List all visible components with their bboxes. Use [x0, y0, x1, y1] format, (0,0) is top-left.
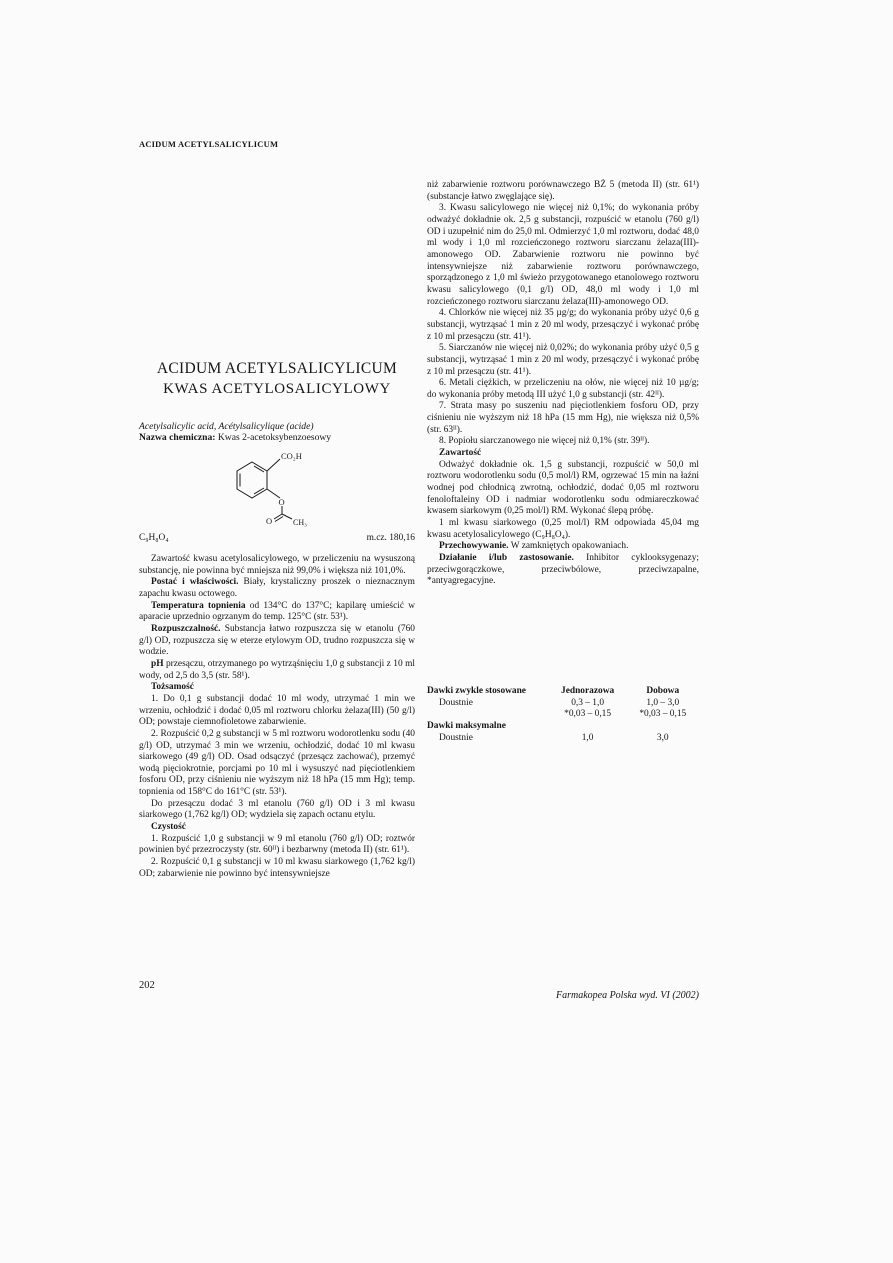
carboxyl-bond — [267, 459, 280, 471]
carboxyl-label: CO₂H — [281, 451, 302, 461]
paragraph-text: 2. Rozpuścić 0,1 g substancji w 10 ml kwasu siarkowego (1,762 kg/l) OD; zabarwienie nie powinno być intensywniejsze — [139, 857, 415, 879]
paragraph — [139, 822, 415, 834]
column-single-dose: Jednorazowa — [561, 686, 615, 696]
paragraph-text: Zawartość kwasu acetylosalicylowego, w przeliczeniu na wysuszoną substancję, nie powinna być mniejsza niż 99,0% i większa niż 101,0%. — [139, 554, 415, 576]
right-column-text — [427, 180, 699, 588]
structural-formula — [222, 444, 332, 528]
paragraph-text: Substancja łatwo rozpuszcza się w etanolu (760 g/l) OD, rozpuszcza się w eterze etylowym OD, trudno rozpuszcza się w wodzie. — [139, 623, 415, 658]
table-row — [427, 709, 699, 721]
left-column-text — [139, 554, 415, 880]
methyl-label: CH₃ — [293, 518, 307, 527]
max-dose-label: Dawki maksymalne — [427, 720, 506, 731]
paragraph-text: 8. Popiołu siarczanowego nie więcej niż 0,1% (str. 39ᴵᴵ). — [439, 436, 650, 447]
paragraph-text: 1. Rozpuścić 1,0 g substancji w 9 ml etanolu (760 g/l) OD; roztwór powinien być przezroczysty (str. 60ᴵᴵ) i bezbarwny (metoda II) (str. 61¹). — [139, 833, 415, 856]
chemical-name — [139, 432, 331, 443]
paragraph-text: Odważyć dokładnie ok. 1,5 g substancji, rozpuścić w 50,0 ml roztworu wodorotlenku sodu (0,5 mol/l) RM, ogrzewać 15 min na łaźni wodnej pod chłodnicą zwrotną, ochłodzić, dodać 0,05 ml roztworu fenoloftaleiny OD i nadmiar wodorotlenku sodu odmiareczkować kwasem siarkowym (0,25 mol/l) RM. Wykonać ślepą próbę. — [427, 459, 699, 517]
paragraph-text: 4. Chlorków nie więcej niż 35 µg/g; do wykonania próby użyć 0,6 g substancji, wytrząsać 1 min z 20 ml wody, przesączyć i wykonać próbę z 10 ml przesączu (str. 41¹). — [427, 308, 699, 342]
paragraph-text: 3. Kwasu salicylowego nie więcej niż 0,1%; do wykonania próby odważyć dokładnie ok. 2,5 g substancji, rozpuścić w etanolu (760 g/l) OD i uzupełnić nim do 25,0 ml. Odmierzyć 1,0 ml roztworu, dodać 48,0 ml wody i 1,0 ml rozcieńczonego roztworu siarczanu żelaza(III)-amonowego OD. Zabarwienie roztworu nie powinno być intensywniejsze niż zabarwienie roztworu porównawczego, sporządzonego z 1,0 ml świeżo przygotowanego etanolowego roztworu kwasu salicylowego (0,1 g/l) OD, 48,0 ml wody i 1,0 ml rozcieńczonego roztworu siarczanu żelaza(III)-amonowego OD. — [427, 203, 699, 307]
paragraph-text: W zamkniętych opakowaniach. — [508, 541, 629, 552]
paragraph-text: Biały, krystaliczny proszek o nieznacznym zapachu kwasu octowego. — [139, 577, 415, 599]
paragraph-text: od 134°C do 137°C; kapilarę umieścić w aparacie uprzednio ogrzanym do temp. 125°C (str. 53¹). — [139, 600, 416, 623]
molecular-formula: C₉H₈O₄ — [139, 533, 169, 543]
ring-double-bond — [254, 466, 264, 472]
paragraph — [139, 659, 415, 682]
paragraph — [427, 401, 699, 436]
paragraph — [427, 448, 699, 460]
table-row — [427, 698, 699, 710]
paragraph — [427, 518, 699, 541]
paragraph-lead: Postać i właściwości. — [151, 577, 239, 588]
chemical-name-label: Nazwa chemiczna: — [139, 432, 216, 443]
max-daily-value: 3,0 — [656, 732, 669, 743]
paragraph-text: 7. Strata masy po suszeniu nad pięciotlenkiem fosforu OD, przy ciśnieniu nie wyższym niż 18 hPa (15 mm Hg), nie większa niż 0,5% (str. 63ᴵᴵ). — [427, 401, 699, 435]
paragraph — [139, 554, 415, 577]
usual-daily-star-value: *0,03 – 0,15 — [639, 709, 687, 720]
column-daily-dose: Dobowa — [646, 686, 680, 696]
paragraph-lead: pH — [151, 658, 164, 669]
paragraph-text: Tożsamość — [151, 682, 194, 693]
paragraph-text: Inhibitor cyklooksygenazy; przeciwgorączkowe, przeciwbólowe, przeciwzapalne, *antyagregacyjne. — [427, 553, 699, 587]
paragraph — [427, 180, 699, 203]
paragraph — [139, 729, 415, 799]
molecular-weight: m.cz. 180,16 — [366, 533, 415, 543]
dose-header-label: Dawki zwykle stosowane — [427, 686, 526, 696]
paragraph — [427, 378, 699, 401]
paragraph-lead: Działanie i/lub zastosowanie. — [439, 553, 574, 563]
monograph-subtitle: KWAS ACETYLOSALICYLOWY — [163, 381, 391, 397]
paragraph-text: przesączu, otrzymanego po wytrząśnięciu 1,0 g substancji z 10 ml wody, od 2,5 do 3,5 (str. 58¹). — [139, 658, 415, 681]
paragraph-lead: Przechowywanie. — [439, 541, 509, 552]
paragraph — [427, 436, 699, 448]
table-row — [427, 733, 699, 745]
table-row — [427, 721, 699, 733]
paragraph — [139, 857, 415, 880]
usual-single-value: 0,3 – 1,0 — [571, 697, 604, 708]
monograph-title: ACIDUM ACETYLSALICYLICUM — [156, 360, 398, 377]
paragraph-text: 1. Do 0,1 g substancji dodać 10 ml wody, utrzymać 1 min we wrzeniu, ochłodzić i dodać 0,05 ml roztworu chlorku żelaza(III) (50 g/l) OD; powstaje ciemnofioletowe zabarwienie. — [139, 693, 415, 728]
table-row — [427, 686, 699, 698]
footer-source: Farmakopea Polska wyd. VI (2002) — [555, 990, 699, 1001]
ester-oxygen-label: O — [278, 497, 285, 507]
dosage-table — [427, 686, 699, 744]
max-single-value: 1,0 — [581, 732, 594, 743]
paragraph — [427, 308, 699, 343]
carbonyl-oxygen-label: O — [266, 516, 273, 526]
paragraph — [139, 682, 415, 694]
synonyms: Acetylsalicylic acid, Acétylsalicylique (acide) — [139, 421, 314, 432]
paragraph — [427, 460, 699, 518]
ring-double-bond — [254, 488, 264, 494]
paragraph — [427, 343, 699, 378]
paragraph-text: niż zabarwienie roztworu porównawczego BŻ 5 (metoda II) (str. 61¹) (substancje łatwo zwęglające się). — [427, 180, 699, 202]
paragraph-lead: Temperatura topnienia — [151, 600, 246, 611]
paragraph-text: 1 ml kwasu siarkowego (0,25 mol/l) RM odpowiada 45,04 mg kwasu acetylosalicylowego (C₉H₈O₄). — [427, 518, 699, 540]
paragraph — [139, 624, 415, 659]
chemical-name-value: Kwas 2-acetoksybenzoesowy — [217, 432, 332, 443]
paragraph-text: 2. Rozpuścić 0,2 g substancji w 5 ml roztworu wodorotlenku sodu (40 g/l) OD, utrzymać 3 min we wrzeniu, ochłodzić, dodać 10 ml kwasu siarkowego (49 g/l) OD. Osad odsączyć (przesącz zachować), przemyć wodą pięciokrotnie, porcjami po 10 ml i wysuszyć nad pięciotlenkiem fosforu OD, przy ciśnieniu nie wyższym niż 18 hPa (15 mm Hg); temp. topnienia od 158°C do 161°C (str. 53¹). — [139, 728, 415, 798]
max-route-label: Doustnie — [439, 732, 473, 743]
usual-daily-value: 1,0 – 3,0 — [646, 697, 680, 708]
methyl-bond — [282, 514, 292, 519]
paragraph — [427, 553, 699, 588]
paragraph — [139, 577, 415, 600]
paragraph — [427, 541, 699, 553]
paragraph — [139, 601, 415, 624]
paragraph-text: Zawartość — [439, 448, 482, 459]
paragraph-lead: Rozpuszczalność. — [151, 623, 221, 634]
running-head: ACIDUM ACETYLSALICYLICUM — [139, 139, 279, 149]
paragraph — [427, 203, 699, 308]
paragraph-text: Czystość — [151, 822, 186, 833]
benzene-ring — [237, 462, 267, 498]
paragraph — [139, 834, 415, 857]
route-label: Doustnie — [439, 697, 473, 708]
paragraph-text: 6. Metali ciężkich, w przeliczeniu na ołów, nie więcej niż 10 µg/g; do wykonania próby metodą III użyć 1,0 g substancji (str. 42ᴵᴵ). — [427, 378, 699, 400]
usual-single-star-value: *0,03 – 0,15 — [564, 709, 612, 720]
paragraph-text: Do przesączu dodać 3 ml etanolu (760 g/l) OD i 3 ml kwasu siarkowego (1,762 kg/l) OD; wydziela się zapach octanu etylu. — [139, 798, 415, 821]
paragraph — [139, 694, 415, 729]
page-number: 202 — [139, 980, 155, 991]
paragraph — [139, 799, 415, 822]
paragraph-text: 5. Siarczanów nie więcej niż 0,02%; do wykonania próby użyć 0,5 g substancji, wytrząsać 1 min z 20 ml wody, przesączyć i wykonać próbę z 10 ml przesączu (str. 41¹). — [427, 343, 699, 377]
